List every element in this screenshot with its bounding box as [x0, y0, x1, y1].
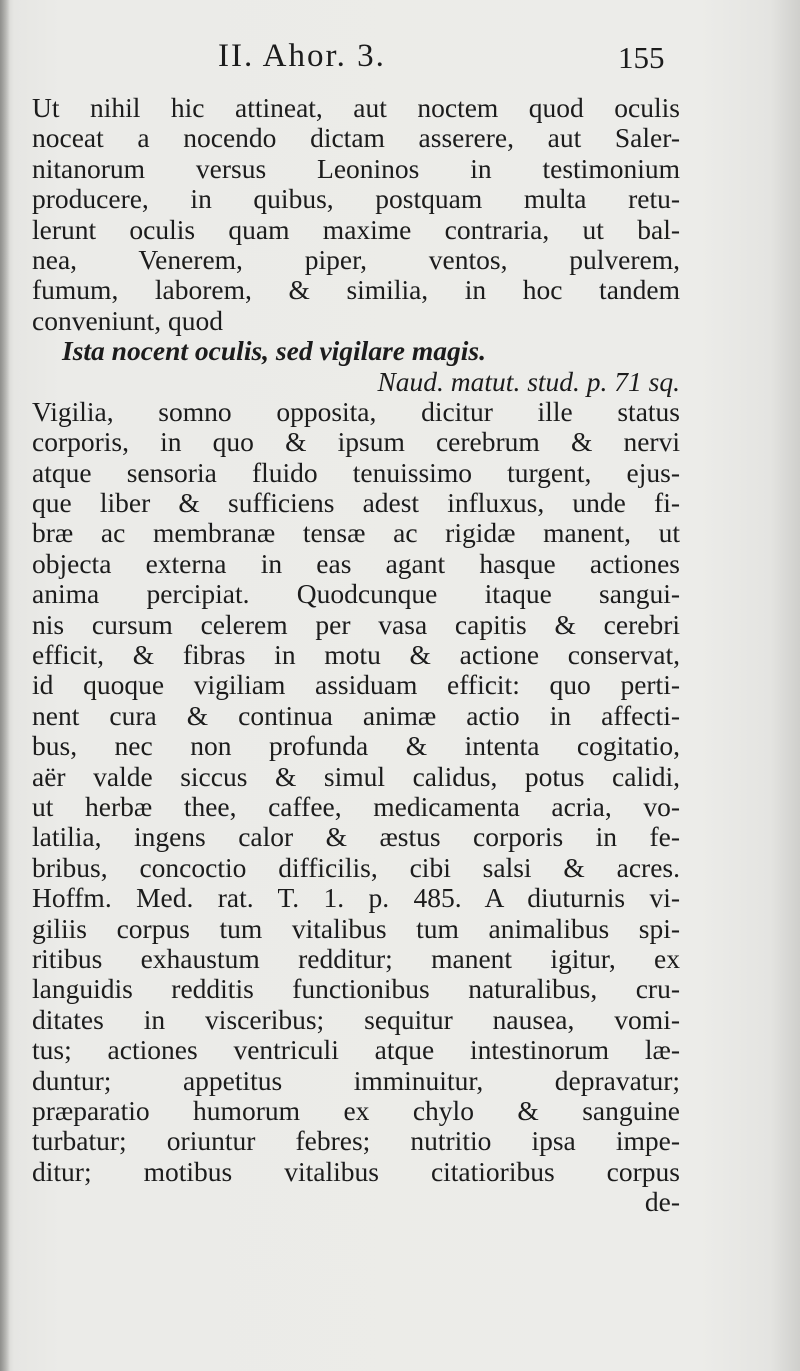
text-line: nitanorum versus Leoninos in testimonium: [32, 152, 680, 184]
text-line: languidis redditis functionibus naturalibus, cru-: [32, 973, 680, 1005]
text-line: que liber & sufficiens adest influxus, unde fi-: [32, 487, 680, 519]
gutter-shadow: [0, 0, 10, 1371]
body-text: [32, 93, 680, 1217]
text-line: anima percipiat. Quodcunque itaque sangui-: [32, 578, 680, 610]
text-line: duntur; appetitus imminuitur, depravatur;: [32, 1064, 680, 1096]
text-line: præparatio humorum ex chylo & sanguine: [32, 1094, 680, 1126]
citation-line: Naud. matut. stud. p. 71 sq.: [377, 365, 680, 397]
text-line: lerunt oculis quam maxime contraria, ut bal-: [32, 213, 680, 245]
text-line: aër valde siccus & simul calidus, potus calidi,: [32, 760, 680, 792]
text-line: Hoffm. Med. rat. T. 1. p. 485. A diuturnis vi-: [32, 882, 680, 914]
running-head: II. Ahor. 3.: [218, 38, 386, 74]
text-line: nea, Venerem, piper, ventos, pulverem,: [32, 243, 680, 275]
text-line: efficit, & fibras in motu & actione conservat,: [32, 639, 680, 671]
text-line: latilia, ingens calor & æstus corporis in fe-: [32, 821, 680, 853]
text-line: Ut nihil hic attineat, aut noctem quod oculis: [32, 92, 680, 123]
text-line: giliis corpus tum vitalibus tum animalibus spi-: [32, 912, 680, 944]
text-line: corporis, in quo & ipsum cerebrum & nervi: [32, 426, 680, 458]
text-line: conveniunt, quod: [32, 304, 223, 336]
text-line: ut herbæ thee, caffee, medicamenta acria, vo-: [32, 790, 680, 822]
text-line: tus; actiones ventriculi atque intestinorum læ-: [32, 1034, 680, 1066]
text-line: objecta externa in eas agant hasque actiones: [32, 547, 680, 579]
text-line: turbatur; oriuntur febres; nutritio ipsa impe-: [32, 1125, 680, 1157]
text-line: ritibus exhaustum redditur; manent igitur, ex: [32, 942, 680, 974]
catchword: de-: [644, 1186, 680, 1218]
page-number: 155: [618, 40, 665, 75]
quotation-line: Ista nocent oculis, sed vigilare magis.: [62, 335, 486, 367]
text-line: ditates in visceribus; sequitur nausea, vomi-: [32, 1003, 680, 1035]
text-line: bus, nec non profunda & intenta cogitatio,: [32, 730, 680, 762]
page-header: [0, 38, 800, 82]
text-line: bræ ac membranæ tensæ ac rigidæ manent, ut: [32, 517, 680, 549]
text-line: atque sensoria fluido tenuissimo turgent, ejus-: [32, 456, 680, 488]
text-line: nis cursum celerem per vasa capitis & cerebri: [32, 608, 680, 640]
text-line: producere, in quibus, postquam multa retu-: [32, 183, 680, 215]
text-line: nent cura & continua animæ actio in affecti-: [32, 699, 680, 731]
text-line: noceat a nocendo dictam asserere, aut Saler-: [32, 122, 680, 154]
text-line: fumum, laborem, & similia, in hoc tandem: [32, 274, 680, 306]
text-line: bribus, concoctio difficilis, cibi salsi & acres.: [32, 851, 680, 883]
text-line: Vigilia, somno opposita, dicitur ille status: [32, 395, 680, 427]
text-line: ditur; motibus vitalibus citatioribus corpus: [32, 1155, 680, 1187]
text-line: id quoque vigiliam assiduam efficit: quo perti-: [32, 669, 680, 701]
